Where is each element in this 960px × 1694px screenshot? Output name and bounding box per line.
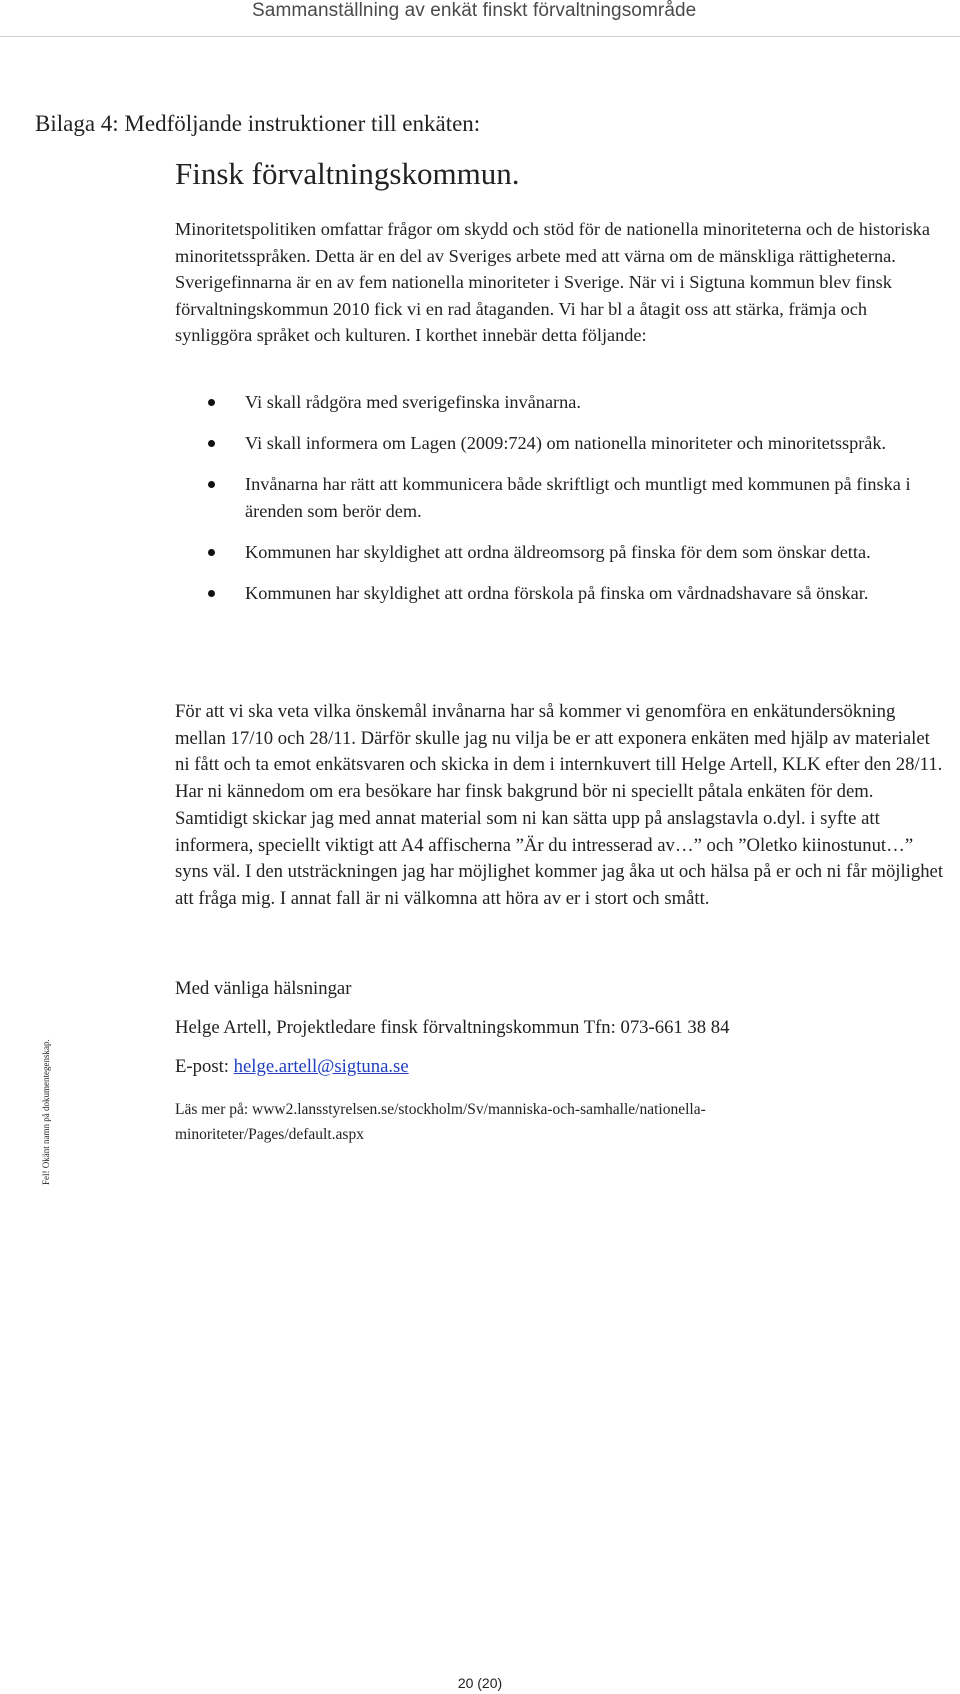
email-link[interactable]: helge.artell@sigtuna.se (233, 1056, 409, 1077)
intro-paragraph: Minoritetspolitiken omfattar frågor om skydd och stöd för de nationella minoriteterna och de historiska minoritetsspråken. Detta är en del av Sveriges arbete med att värna om de mänskliga rättigheterna. Sverigefinnarna är en av fem nationella minoriteter i Sverige. När vi i Sigtuna kommun blev finsk förvaltningskommun 2010 fick vi en rad åtaganden. Vi har bl a åtagit oss att stärka, främja och synliggöra språket och kulturen. I korthet innebär detta följande: (175, 219, 930, 345)
section-title: Finsk förvaltningskommun. (175, 156, 520, 191)
list-item-text: Kommunen har skyldighet att ordna äldreomsorg på finska för dem som önskar detta. (245, 542, 871, 562)
running-header (0, 0, 960, 37)
bullet-icon (208, 590, 215, 597)
bullet-icon (208, 440, 215, 447)
appendix-title: Bilaga 4: Medföljande instruktioner till enkäten: (35, 111, 481, 136)
read-more-note: Läs mer på: www2.lansstyrelsen.se/stockholm/Sv/manniska-och-samhalle/nationella-minoriteter/Pages/default.aspx (175, 1101, 706, 1143)
bullet-icon (208, 399, 215, 406)
list-item-text: Kommunen har skyldighet att ordna förskola på finska om vårdnadshavare så önskar. (245, 583, 869, 603)
list-item-text: Vi skall informera om Lagen (2009:724) om nationella minoriteter och minoritetsspråk. (245, 433, 887, 453)
email-line (175, 1056, 409, 1078)
list-item-text: Invånarna har rätt att kommunicera både skriftligt och muntligt med kommunen på finska i ärenden som berör dem. (245, 474, 911, 521)
bullet-icon (208, 481, 215, 488)
list-item (175, 430, 955, 457)
list-item-text: Vi skall rådgöra med sverigefinska invånarna. (245, 392, 581, 412)
email-label: E-post: (175, 1056, 234, 1077)
page-number: 20 (20) (457, 1675, 503, 1691)
obligations-list (175, 389, 955, 621)
margin-note: Fel! Okänt namn på dokumentegenskap. (41, 1039, 51, 1185)
list-item (175, 539, 955, 566)
bullet-icon (208, 549, 215, 556)
greeting: Med vänliga hälsningar (175, 978, 352, 999)
list-item (175, 580, 955, 607)
list-item (175, 471, 955, 525)
signature: Helge Artell, Projektledare finsk förvaltningskommun Tfn: 073-661 38 84 (175, 1017, 730, 1038)
list-item (175, 389, 955, 416)
running-header-title: Sammanställning av enkät finskt förvaltningsområde (252, 0, 697, 21)
body-paragraph: För att vi ska veta vilka önskemål invånarna har så kommer vi genomföra en enkätundersökning mellan 17/10 och 28/11. Därför skulle jag nu vilja be er att exponera enkäten med hjälp av materialet ni fått och ta emot enkätsvaren och skicka in dem i internkuvert till Helge Artell, KLK efter den 28/11. Har ni kännedom om era besökare har finsk bakgrund bör ni speciellt påtala enkäten för dem. Samtidigt skickar jag med annat material som ni kan sätta upp på anslagstavla o.dyl. i syfte att informera, speciellt viktigt att A4 affischerna ”Är du intresserad av…” och ”Oletko kiinostunut…” syns väl. I den utsträckningen jag har möjlighet kommer jag åka ut och hälsa på er och ni får möjlighet att fråga mig. I annat fall är ni välkomna att höra av er i stort och smått. (175, 701, 944, 909)
